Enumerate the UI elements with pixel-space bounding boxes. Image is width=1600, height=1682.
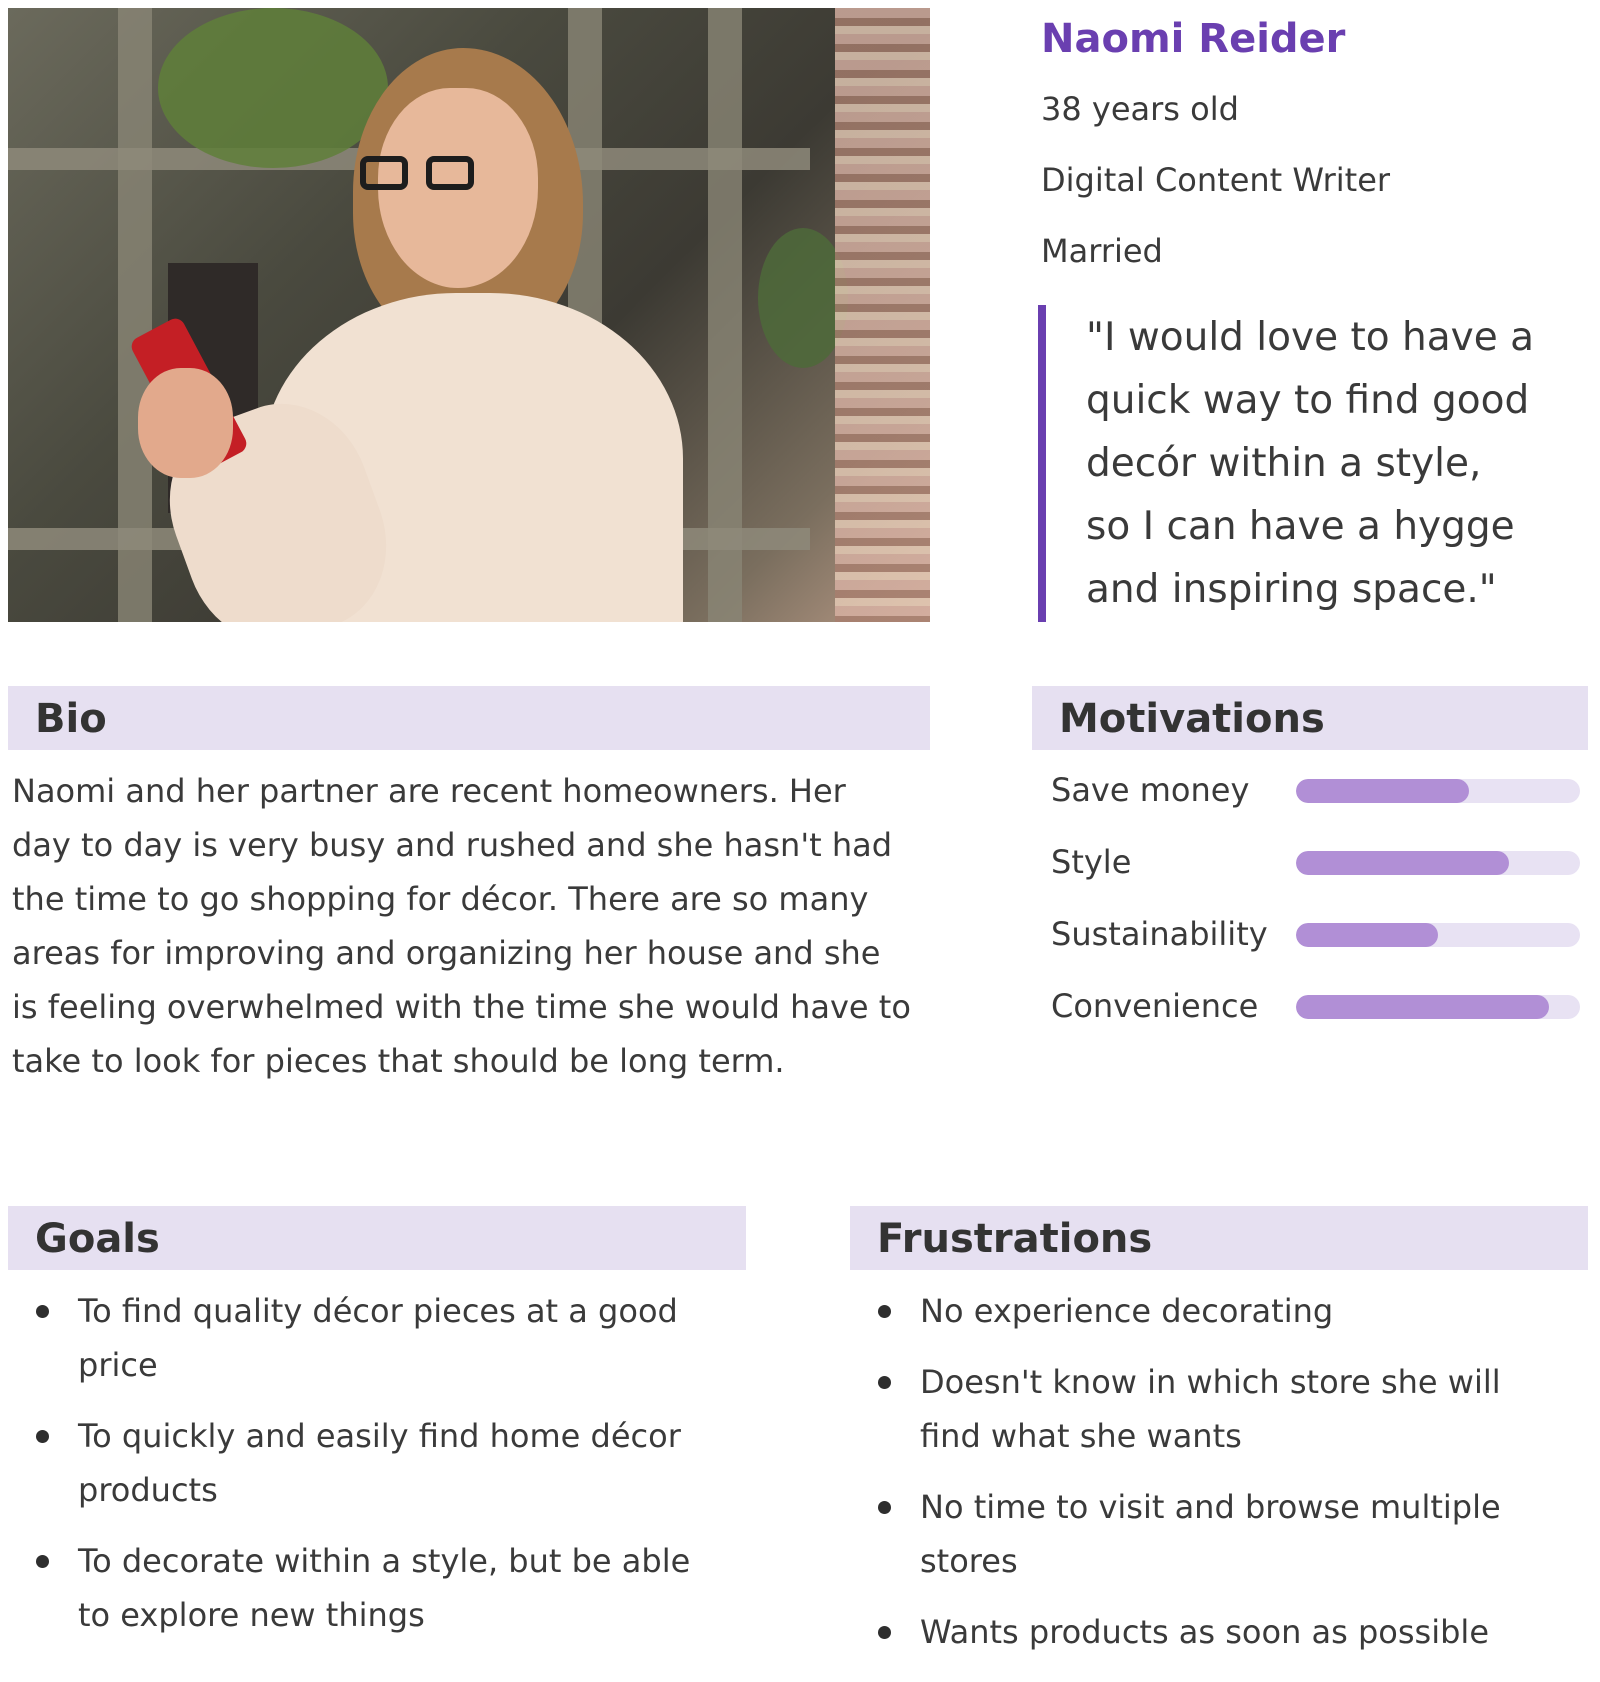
goals-title: Goals — [35, 1216, 160, 1262]
motivation-label: Style — [1051, 843, 1132, 881]
motivation-label: Convenience — [1051, 987, 1259, 1025]
bio-title: Bio — [35, 696, 107, 742]
list-item: To find quality décor pieces at a good price — [12, 1284, 732, 1392]
list-item: Wants products as soon as possible — [854, 1605, 1554, 1659]
persona-name: Naomi Reider — [1041, 16, 1346, 62]
frustrations-header — [850, 1206, 1588, 1270]
motivation-bar — [1296, 851, 1580, 875]
bullet-icon — [36, 1555, 49, 1568]
motivation-bar — [1296, 923, 1580, 947]
persona-age: 38 years old — [1041, 90, 1239, 128]
persona-occupation: Digital Content Writer — [1041, 161, 1391, 199]
motivation-bar-fill — [1296, 779, 1469, 803]
list-item: No experience decorating — [854, 1284, 1554, 1338]
motivation-bar — [1296, 995, 1580, 1019]
bullet-icon — [878, 1501, 891, 1514]
bio-header — [8, 686, 930, 750]
list-item: No time to visit and browse multiple stores — [854, 1480, 1554, 1588]
motivation-bar — [1296, 779, 1580, 803]
bullet-icon — [36, 1430, 49, 1443]
frustrations-title: Frustrations — [877, 1216, 1153, 1262]
persona-quote: "I would love to have a quick way to find good decór within a style, so I can have a hygge and inspiring space." — [1086, 315, 1535, 612]
goals-header — [8, 1206, 746, 1270]
quote-accent-bar — [1038, 305, 1046, 622]
bullet-icon — [878, 1626, 891, 1639]
bullet-icon — [878, 1305, 891, 1318]
motivations-header — [1032, 686, 1588, 750]
list-item: To quickly and easily find home décor products — [12, 1409, 732, 1517]
motivation-bar-fill — [1296, 851, 1509, 875]
profile-photo — [8, 8, 930, 622]
persona-marital-status: Married — [1041, 232, 1163, 270]
bullet-icon — [36, 1305, 49, 1318]
motivation-label: Save money — [1051, 771, 1250, 809]
list-item: Doesn't know in which store she will find what she wants — [854, 1355, 1554, 1463]
frustrations-list — [854, 1284, 1554, 1676]
motivation-bar-fill — [1296, 995, 1549, 1019]
list-item: To decorate within a style, but be able to explore new things — [12, 1534, 732, 1642]
motivation-bar-fill — [1296, 923, 1438, 947]
bio-text: Naomi and her partner are recent homeowners. Her day to day is very busy and rushed and she hasn't had the time to go shopping for décor. There are so many areas for improving and organizing her house and she is feeling overwhelmed with the time she would have to take to look for pieces that should be long term. — [12, 772, 911, 1080]
goals-list — [12, 1284, 732, 1659]
bullet-icon — [878, 1376, 891, 1389]
motivation-label: Sustainability — [1051, 915, 1268, 953]
motivations-title: Motivations — [1059, 696, 1325, 742]
